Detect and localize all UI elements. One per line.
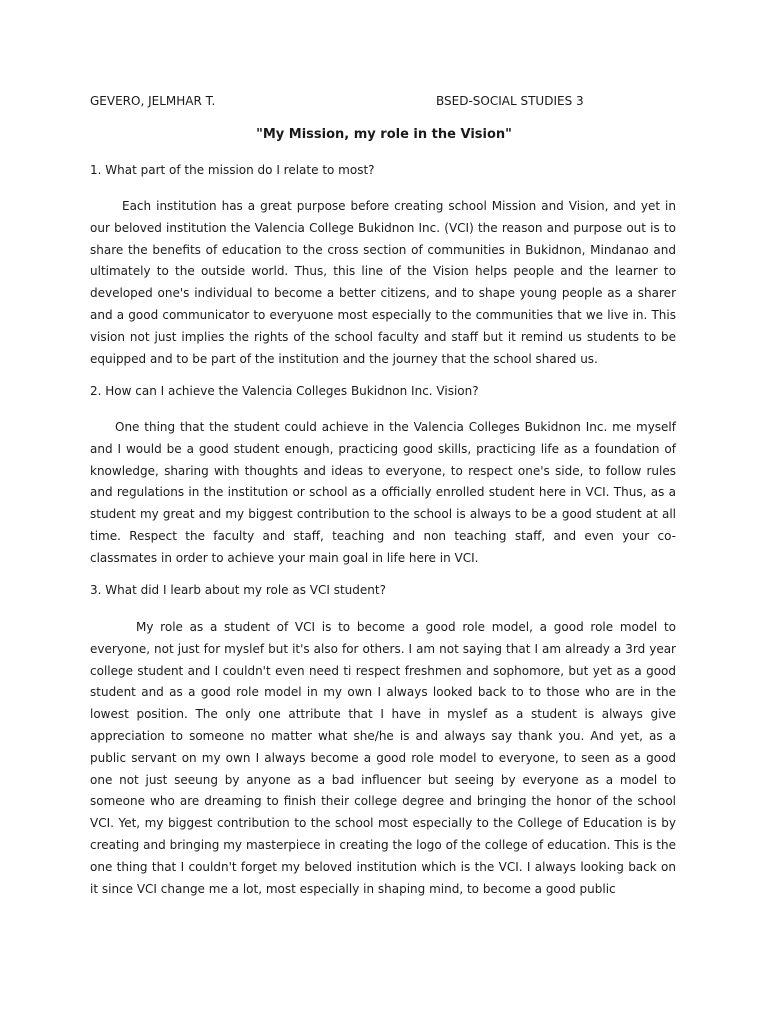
answer-1: Each institution has a great purpose before creating school Mission and Vision, and yet in our beloved institution the Valencia College Bukidnon Inc. (VCI) the reason and purpose out is to share the benefits of education to the cross section of communities in Bukidnon, Mindanao and ultimately to the outside world. Thus, this line of the Vision helps people and the learner to developed one's individual to become a better citizens, and to shape young people as a sharer and a good communicator to everyuone most especially to the communities that we live in. This vision not just implies the rights of the school faculty and staff but it remind us students to be equipped and to be part of the institution and the journey that the school shared us. bbox=[90, 199, 676, 366]
answer-3: My role as a student of VCI is to become a good role model, a good role model to everyone, not just for myslef but it's also for others. I am not saying that I am already a 3rd year college student and I couldn't even need ti respect freshmen and sophomore, but yet as a good student and as a good role model in my own I always looked back to to those who are in the lowest position. The only one attribute that I have in myslef as a student is always give appreciation to someone no matter what she/he is and always say thank you. And yet, as a public servant on my own I always become a good role model to everyone, to seen as a good one not just seeung by anyone as a bad influencer but seeing by everyone as a model to someone who are dreaming to finish their college degree and bringing the honor of the school VCI. Yet, my biggest contribution to the school most especially to the College of Education is by creating and bringing my masterpiece in creating the logo of the college of education. This is the one thing that I couldn't forget my beloved institution which is the VCI. I always looking back on it since VCI change me a lot, most especially in shaping mind, to become a good public bbox=[90, 620, 676, 896]
document-title: "My Mission, my role in the Vision" bbox=[256, 127, 512, 142]
author-name: GEVERO, JELMHAR T. bbox=[90, 94, 216, 108]
course-label: BSED-SOCIAL STUDIES 3 bbox=[436, 94, 584, 108]
question-3: 3. What did I learb about my role as VCI student? bbox=[90, 583, 386, 597]
question-2: 2. How can I achieve the Valencia Colleges Bukidnon Inc. Vision? bbox=[90, 384, 479, 398]
document-header bbox=[90, 94, 678, 112]
answer-2: One thing that the student could achieve in the Valencia Colleges Bukidnon Inc. me myself and I would be a good student enough, practicing good skills, practicing life as a foundation of knowledge, sharing with thoughts and ideas to everyone, to respect one's side, to follow rules and regulations in the institution or school as a officially enrolled student here in VCI. Thus, as a student my great and my biggest contribution to the school is always to be a good student at all time. Respect the faculty and staff, teaching and non teaching staff, and even your co-classmates in order to achieve your main goal in life here in VCI. bbox=[90, 420, 676, 565]
question-1: 1. What part of the mission do I relate to most? bbox=[90, 163, 375, 177]
